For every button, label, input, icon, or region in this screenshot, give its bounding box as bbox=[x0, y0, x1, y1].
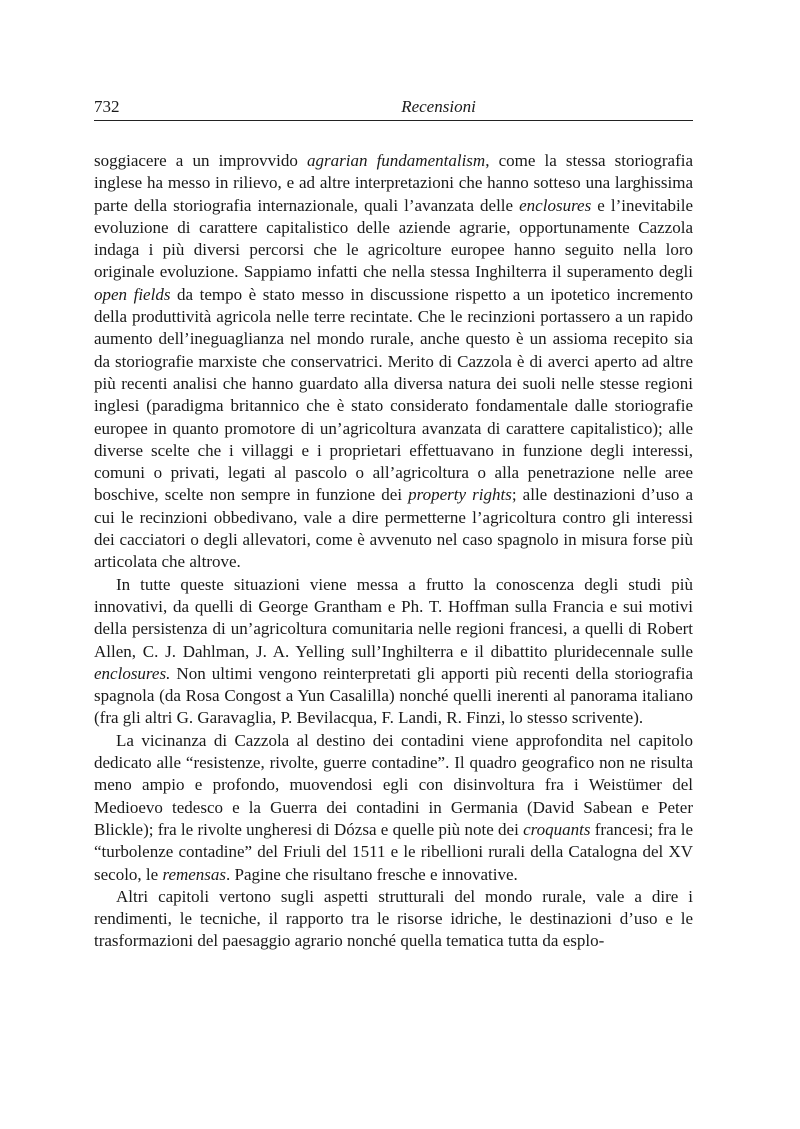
paragraph bbox=[94, 886, 693, 953]
text-run: ; alle destinazioni d’uso a cui le recinzioni obbedivano, vale a dire permetterne l’agricoltura contro gli interessi dei cacciatori o degli allevatori, come è avvenuto nel caso spagnolo in misura forse più articolata che altrove. bbox=[94, 485, 693, 572]
italic-term: croquants bbox=[523, 819, 591, 839]
italic-term: property rights bbox=[408, 485, 512, 505]
paragraph bbox=[94, 574, 693, 730]
italic-term: open fields bbox=[94, 284, 171, 304]
text-run: In tutte queste situazioni viene messa a frutto la conoscenza degli studi più innovativi, da quelli di George Grantham e Ph. T. Hoffman sulla Francia e sui motivi della persistenza di un’agricoltura comunitaria nelle regioni francesi, a quelli di Robert Allen, C. J. Dahlman, J. A. Yelling sull’Inghilterra e il dibattito pluridecennale sulle bbox=[94, 574, 693, 661]
text-run: , come la stessa storiografia inglese ha messo in rilievo, e ad altre interpretazioni che hanno sotteso una larghissima parte della storiografia internazionale, quali l’avanzata delle bbox=[94, 151, 694, 215]
italic-term: enclosures bbox=[519, 195, 592, 215]
paragraph bbox=[94, 150, 693, 574]
text-run: e l’inevitabile evoluzione di carattere capitalistico delle aziende agrarie, opportunamente Cazzola indaga i più diversi percorsi che le agricolture europee hanno seguito nella loro originale evoluzione. Sappiamo infatti che nella stessa Inghilterra il superamento degli bbox=[94, 195, 694, 282]
running-title: Recensioni bbox=[401, 97, 476, 116]
text-run: soggiacere a un improvvido bbox=[94, 151, 308, 170]
italic-term: agrarian fundamentalism bbox=[307, 151, 486, 170]
text-run: Non ultimi vengono reinterpretati gli apporti più recenti della storiografia spagnola (da Rosa Congost a Yun Casalilla) nonché quelli inerenti al panorama italiano (fra gli altri G. Garavaglia, P. Bevilacqua, F. Landi, R. Finzi, lo stesso scrivente). bbox=[94, 663, 693, 728]
text-run: La vicinanza di Cazzola al destino dei contadini viene approfondita nel capitolo dedicato alle “resistenze, rivolte, guerre contadine”. Il quadro geografico non ne risulta meno ampio e profondo, muovendosi egli con disinvoltura fra i Weistümer del Medioevo tedesco e la Guerra dei contadini in Germania (David Sabean e Peter Blickle); fra le rivolte ungheresi di Dózsa e quelle più note dei bbox=[94, 730, 693, 839]
text-run: francesi; fra le “turbolenze contadine” del Friuli del 1511 e le ribellioni rurali della Catalogna del XV secolo, le bbox=[94, 819, 693, 884]
text-run: da tempo è stato messo in discussione rispetto a un ipotetico incremento della produttività agricola nelle terre recintate. Che le recinzioni portassero a un rapido aumento dell’ineguaglianza nel mondo rurale, anche questo è un assioma recepito sia da storiografie marxiste che conservatrici. Merito di Cazzola è di averci aperto ad altre più recenti analisi che hanno guardato alla diversa natura dei suoli nelle stesse regioni inglesi (paradigma britannico che è stato considerato fondamentale dalle storiografie europee in quanto promotore di un’agricoltura avanzata di carattere capitalistico); alle diverse scelte che i villaggi e i proprietari effettuavano in funzione degli interessi, comuni o privati, legati al pascolo o all’agricoltura o alla penetrazione nelle aree boschive, scelte non sempre in funzione dei bbox=[94, 284, 693, 505]
review-body bbox=[94, 150, 693, 953]
running-head bbox=[94, 96, 693, 121]
italic-term: remensas bbox=[162, 864, 227, 884]
text-run: . Pagine che risultano fresche e innovative. bbox=[226, 864, 518, 884]
text-run: Altri capitoli vertono sugli aspetti strutturali del mondo rurale, vale a dire i rendimenti, le tecniche, il rapporto tra le risorse idriche, le destinazioni d’uso e le trasformazioni del paesaggio agrario nonché quella tematica tutta da esplo- bbox=[94, 886, 693, 951]
italic-term: enclosures. bbox=[94, 663, 171, 683]
page bbox=[94, 96, 693, 953]
page-number: 732 bbox=[94, 97, 120, 116]
paragraph bbox=[94, 730, 693, 886]
